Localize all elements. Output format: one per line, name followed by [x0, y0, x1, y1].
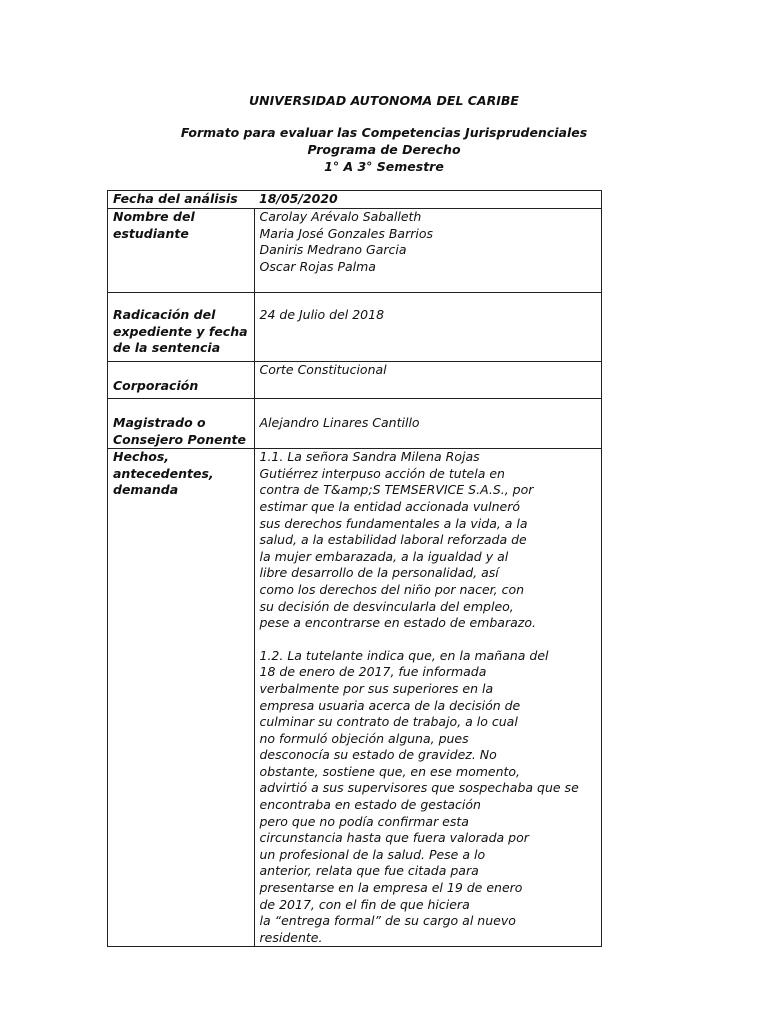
hechos-line: la “entrega formal” de su cargo al nuevo — [259, 913, 516, 929]
hechos-line: su decisión de desvincularla del empleo, — [259, 598, 514, 614]
hechos-line: 18 de enero de 2017, fue informada — [259, 664, 487, 680]
magistrado-name: Alejandro Linares Cantillo — [259, 415, 420, 430]
hechos-label-line: demanda — [113, 482, 179, 498]
corporacion-label — [108, 362, 255, 399]
hechos-line: pese a encontrarse en estado de embarazo. — [259, 615, 536, 631]
program-title: Programa de Derecho — [307, 142, 461, 157]
nombre-label-line: Nombre del — [113, 209, 195, 224]
hechos-paragraph-1 — [260, 449, 597, 632]
hechos-line: Gutiérrez interpuso acción de tutela en — [259, 465, 505, 481]
semester-title: 1° A 3° Semestre — [324, 159, 444, 174]
fecha-label-text: Fecha del análisis — [113, 191, 238, 206]
nombre-row — [108, 209, 602, 293]
hechos-row — [108, 449, 602, 947]
format-title: Formato para evaluar las Competencias Jurisprudenciales — [180, 125, 588, 140]
hechos-label-line: Hechos, — [113, 449, 170, 465]
radicacion-label — [108, 293, 255, 362]
corporacion-label-text: Corporación — [113, 378, 199, 393]
hechos-label — [108, 449, 255, 947]
document-heading — [0, 124, 768, 175]
hechos-line: un profesional de la salud. Pese a lo — [259, 846, 486, 862]
radicacion-date: 24 de Julio del 2018 — [259, 307, 385, 322]
hechos-paragraph-2 — [260, 648, 597, 947]
hechos-line: sus derechos fundamentales a la vida, a la — [259, 515, 528, 531]
hechos-line: anterior, relata que fue citada para — [259, 863, 479, 879]
hechos-line: pero que no podía confirmar esta — [259, 813, 469, 829]
hechos-line: obstante, sostiene que, en ese momento, — [259, 763, 521, 779]
student-name: Oscar Rojas Palma — [259, 258, 376, 274]
hechos-value — [254, 449, 602, 947]
student-name: Daniris Medrano Garcia — [259, 242, 407, 258]
radicacion-value — [254, 293, 602, 362]
corporacion-value-text: Corte Constitucional — [259, 362, 387, 377]
hechos-line: la mujer embarazada, a la igualdad y al — [259, 548, 509, 564]
analysis-form-table — [107, 190, 602, 947]
hechos-line: como los derechos del niño por nacer, con — [259, 581, 525, 597]
magistrado-value — [254, 399, 602, 449]
fecha-value-text: 18/05/2020 — [259, 191, 338, 206]
hechos-line: culminar su contrato de trabajo, a lo cual — [259, 714, 518, 730]
hechos-line: no formuló objeción alguna, pues — [259, 730, 469, 746]
magistrado-label — [108, 399, 255, 449]
nombre-label-line: estudiante — [113, 225, 189, 241]
radicacion-label-line: expediente y fecha — [113, 323, 248, 339]
nombre-label — [108, 209, 255, 293]
hechos-line: desconocía su estado de gravidez. No — [259, 747, 497, 763]
hechos-line: circunstancia hasta que fuera valorada por — [259, 830, 529, 846]
hechos-line: libre desarrollo de la personalidad, así — [259, 565, 499, 581]
fecha-label — [108, 191, 255, 209]
students-value — [254, 209, 602, 293]
radicacion-row — [108, 293, 602, 362]
hechos-line: empresa usuaria acerca de la decisión de — [259, 697, 521, 713]
hechos-line: contra de T&amp;S TEMSERVICE S.A.S., por — [259, 482, 534, 498]
hechos-line: estimar que la entidad accionada vulneró — [259, 498, 521, 514]
radicacion-label-line: Radicación del — [113, 307, 216, 322]
hechos-line: residente. — [259, 929, 323, 945]
corporacion-row — [108, 362, 602, 399]
student-name: Maria José Gonzales Barrios — [259, 225, 433, 241]
hechos-label-line: antecedentes, — [113, 465, 214, 481]
hechos-line: de 2017, con el fin de que hiciera — [259, 896, 470, 912]
hechos-line: verbalmente por sus superiores en la — [259, 680, 494, 696]
fecha-value — [254, 191, 602, 209]
university-title: UNIVERSIDAD AUTONOMA DEL CARIBE — [249, 93, 519, 108]
corporacion-value — [254, 362, 602, 399]
hechos-line: 1.1. La señora Sandra Milena Rojas — [259, 449, 480, 465]
magistrado-label-line: Magistrado o — [113, 415, 206, 430]
magistrado-label-line: Consejero Ponente — [113, 431, 246, 447]
radicacion-label-line: de la sentencia — [113, 340, 221, 356]
magistrado-row — [108, 399, 602, 449]
student-name: Carolay Arévalo Saballeth — [259, 209, 422, 224]
hechos-line: 1.2. La tutelante indica que, en la mañana del — [259, 647, 549, 663]
hechos-line: salud, a la estabilidad laboral reforzada de — [259, 532, 527, 548]
hechos-line: presentarse en la empresa el 19 de enero — [259, 880, 523, 896]
hechos-line: advirtió a sus supervisores que sospechaba que se — [259, 780, 579, 796]
fecha-row — [108, 191, 602, 209]
hechos-line: encontraba en estado de gestación — [259, 797, 481, 813]
